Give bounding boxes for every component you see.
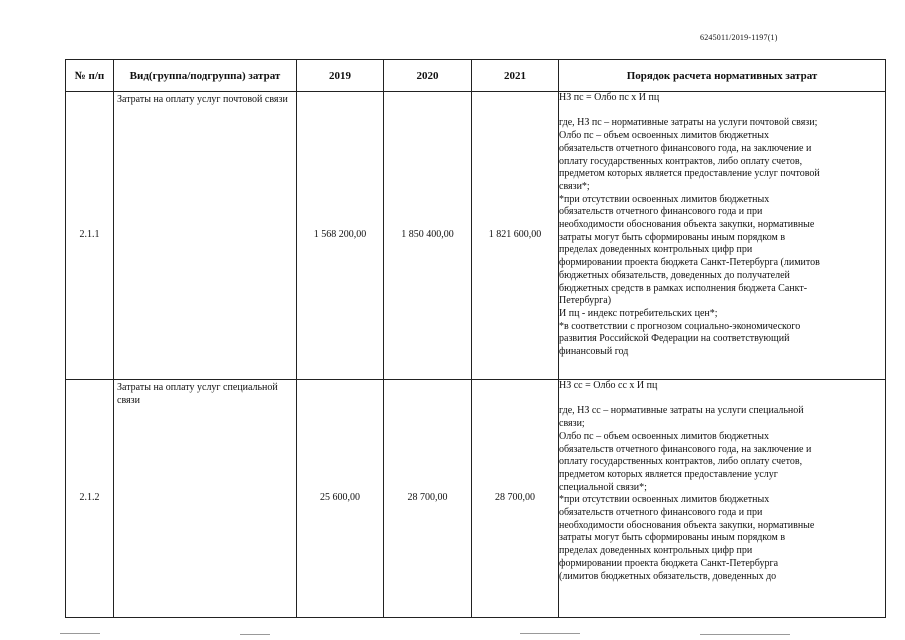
calc-line: затраты могут быть сформированы иным порядком в <box>559 231 786 243</box>
calc-method <box>559 92 885 375</box>
calc-line: бюджетных обязательств, доведенных до получателей <box>559 269 790 281</box>
scan-artifact <box>520 633 580 634</box>
calc-line: *при отсутствии освоенных лимитов бюджетных <box>559 494 770 506</box>
calc-line: формировании проекта бюджета Санкт-Петербурга <box>559 557 779 569</box>
calc-line: пределах доведенных контрольных цифр при <box>559 244 753 256</box>
value-2021: 1 821 600,00 <box>472 92 559 380</box>
calc-line: необходимости обоснования объекта закупки, нормативные <box>559 519 815 531</box>
calc-line: бюджетных средств в рамках исполнения бюджета Санкт- <box>559 282 808 294</box>
calc-line: обязательств отчетного финансового года и при <box>559 507 763 519</box>
calc-line: Олбо пс – объем освоенных лимитов бюджетных <box>559 130 769 142</box>
calc-line: обязательств отчетного финансового года, на заключение и <box>559 142 812 154</box>
row-number: 2.1.1 <box>66 92 114 380</box>
table-row <box>66 92 886 380</box>
cost-type: Затраты на оплату услуг специальной связи <box>114 380 297 618</box>
row-number: 2.1.2 <box>66 380 114 618</box>
cost-type: Затраты на оплату услуг почтовой связи <box>114 92 297 380</box>
calc-formula: НЗ пс = Олбо пс х И пц <box>559 92 660 103</box>
calc-line: развития Российской Федерации на соответствующий <box>559 333 790 345</box>
calc-formula: НЗ сс = Олбо сс х И пц <box>559 380 658 391</box>
document-number: 6245011/2019-1197(1) <box>700 33 778 42</box>
calc-line: необходимости обоснования объекта закупки, нормативные <box>559 219 815 231</box>
header-2019: 2019 <box>297 60 384 92</box>
header-2021: 2021 <box>472 60 559 92</box>
calc-method <box>559 380 885 613</box>
value-2020: 28 700,00 <box>384 380 472 618</box>
calc-line: *при отсутствии освоенных лимитов бюджетных <box>559 193 770 205</box>
calc-line: обязательств отчетного финансового года и при <box>559 206 763 218</box>
scan-artifact <box>700 634 790 635</box>
value-2021: 28 700,00 <box>472 380 559 618</box>
spacer <box>559 393 885 406</box>
calc-line: оплату государственных контрактов, либо оплату счетов, <box>559 155 803 167</box>
calc-line: затраты могут быть сформированы иным порядком в <box>559 532 786 544</box>
header-num: № п/п <box>66 60 114 92</box>
calc-line: предметом которых является предоставление услуг <box>559 468 778 480</box>
table-header-row <box>66 60 886 92</box>
calc-line: специальной связи*; <box>559 481 647 493</box>
value-2019: 25 600,00 <box>297 380 384 618</box>
calc-line: И пц - индекс потребительских цен*; <box>559 307 718 319</box>
calc-line: где, НЗ пс – нормативные затраты на услуги почтовой связи; <box>559 117 818 129</box>
value-2020: 1 850 400,00 <box>384 92 472 380</box>
value-2019: 1 568 200,00 <box>297 92 384 380</box>
scan-artifact <box>60 633 100 634</box>
scan-artifact <box>240 634 270 635</box>
table-row <box>66 380 886 618</box>
header-2020: 2020 <box>384 60 472 92</box>
calc-line: (лимитов бюджетных обязательств, доведенных до <box>559 570 777 582</box>
calc-line: финансовый год <box>559 346 629 358</box>
calc-method-cell <box>559 92 886 380</box>
header-type: Вид(группа/подгруппа) затрат <box>114 60 297 92</box>
calc-line: формировании проекта бюджета Санкт-Петербурга (лимитов <box>559 257 820 269</box>
calc-line: пределах доведенных контрольных цифр при <box>559 545 753 557</box>
header-method: Порядок расчета нормативных затрат <box>559 60 886 92</box>
calc-line: Петербурга) <box>559 295 612 307</box>
calc-line: связи*; <box>559 180 590 192</box>
calc-line: *в соответствии с прогнозом социально-экономического <box>559 320 801 332</box>
calc-line: оплату государственных контрактов, либо оплату счетов, <box>559 456 803 468</box>
spacer <box>559 105 885 118</box>
calc-line: обязательств отчетного финансового года, на заключение и <box>559 443 812 455</box>
calc-line: связи; <box>559 418 585 430</box>
calc-line: Олбо пс – объем освоенных лимитов бюджетных <box>559 430 769 442</box>
calc-method-cell <box>559 380 886 618</box>
cost-norms-table <box>65 59 886 618</box>
calc-line: предметом которых является предоставление услуг почтовой <box>559 168 820 180</box>
calc-line: где, НЗ сс – нормативные затраты на услуги специальной <box>559 405 804 417</box>
